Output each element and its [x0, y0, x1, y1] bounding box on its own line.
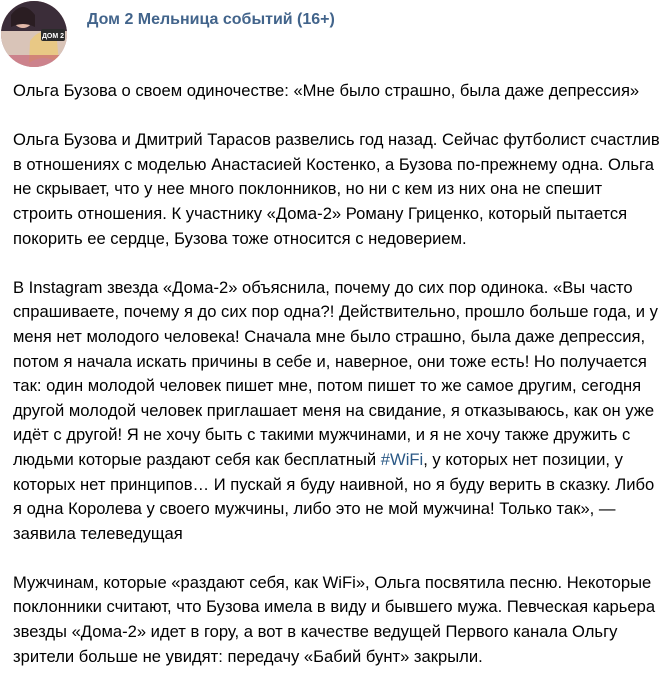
- post-header: [0, 0, 670, 70]
- paragraph-2-text-before: В Instagram звезда «Дома-2» объяснила, почему до сих пор одинока. «Вы часто спрашиваете, почему я до сих пор одна?! Действительно, прошло больше года, и у меня нет молодого человека! Сначала мне было страшно, была даже депрессия, потом я начала искать причины в себе и, наверное, они тоже есть! Но получается так: один молодой человек пишет мне, потом пишет то же самое другим, сегодня другой молодой человек приглашает меня на свидание, я отказываюсь, как он уже идёт с другой! Я не хочу быть с такими мужчинами, и я не хочу также дружить с людьми которые раздают себя как бесплатный: [13, 277, 658, 469]
- collage-avatar-icon: [1, 1, 67, 67]
- post-title: Ольга Бузова о своем одиночестве: «Мне было страшно, была даже депрессия»: [13, 81, 640, 100]
- wifi-hashtag-link[interactable]: #WiFi: [380, 449, 424, 469]
- post-paragraph-3: Мужчинам, которые «раздают себя, как WiFi», Ольга посвятила песню. Некоторые поклонники считают, что Бузова имела в виду и бывшего мужа. Певческая карьера звезды «Дома-2» идет в гору, а вот в качестве ведущей Первого канала Ольгу зрители больше не увидят: передачу «Бабий бунт» закрыли.: [13, 572, 656, 666]
- avatar-badge-text: ДОМ 2: [41, 33, 65, 40]
- paragraph-2-text-after: , у которых нет позиции, у которых нет принципов… И пускай я буду наивной, но я буду верить в сказку. Либо я одна Королева у своего мужчины, либо это не мой мужчина! Только так», — заявила телеведущая: [13, 449, 655, 543]
- post-paragraph-1: Ольга Бузова и Дмитрий Тарасов развелись год назад. Сейчас футболист счастлив в отношениях с моделью Анастасией Костенко, а Бузова по-прежнему одна. Ольга не скрывает, что у нее много поклонников, но ни с кем из них она не спешит строить отношения. К участнику «Дома-2» Роману Гриценко, который пытается покорить ее сердце, Бузова тоже относится с недоверием.: [13, 130, 660, 248]
- group-name-link[interactable]: Дом 2 Мельница событий (16+): [87, 11, 335, 28]
- post-body: [13, 79, 665, 669]
- group-avatar[interactable]: [1, 1, 67, 67]
- post-paragraph-2: [13, 276, 665, 547]
